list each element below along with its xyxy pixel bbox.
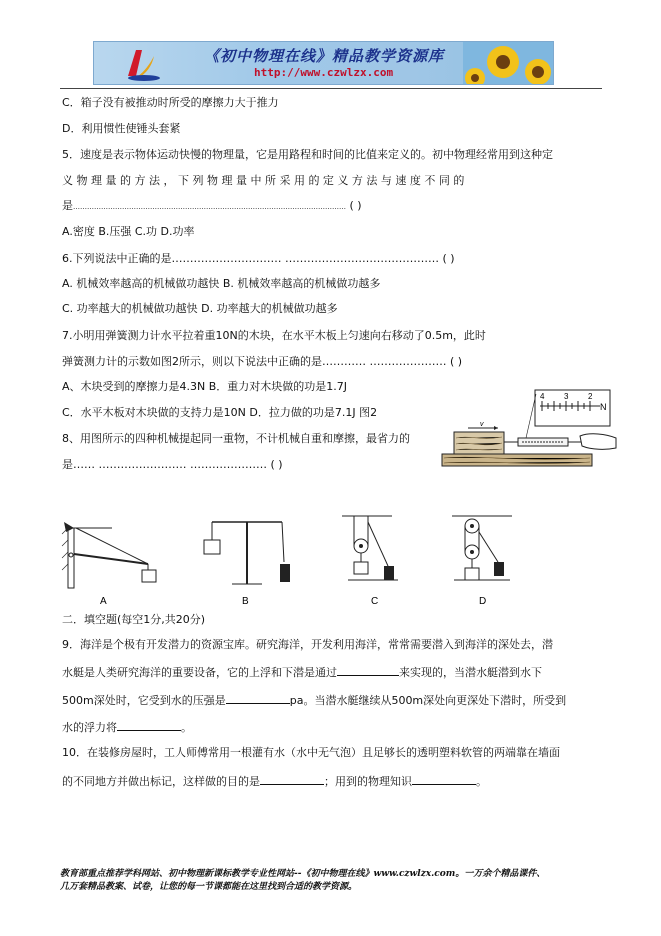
wooden-block [454,432,504,454]
q9-text-d: pa。当潜水艇继续从500m深处向更深处下潜时，所受到 [289,694,567,707]
scale-number-4: 4 [540,392,545,401]
question-5-line2: 义 物 理 量 的 方 法 ， 下 列 物 理 量 中 所 采 用 的 定 义 方 法 与 速 度 不 同 的 [62,174,465,187]
mechanism-label-c: C [371,596,379,607]
question-8-line2: 是…… …………………… ………………… ( ) [62,458,283,471]
question-6-options-ab: A. 机械效率越高的机械做功越快 B. 机械效率越高的机械做功越多 [62,277,381,290]
question-5-line3 [62,199,362,214]
sunflower-image [463,42,553,85]
q9-blank-1[interactable] [337,664,399,676]
option-d-q4: D．利用惯性使锤头套紧 [62,122,181,135]
question-10-line2 [62,773,487,789]
question-9-line2 [62,664,542,680]
mechanism-c [342,516,398,607]
header-banner [93,41,554,85]
site-logo [114,42,174,85]
q9-blank-2[interactable] [226,692,290,704]
question-9-line4 [62,719,192,735]
q9-text-b: 来实现的，当潜水艇潜到水下 [399,666,542,679]
q9-text-f: 。 [181,721,192,734]
mechanisms-figure [52,512,522,607]
question-5-line1: 5．速度是表示物体运动快慢的物理量，它是用路程和时间的比值来定义的。初中物理经常用到这种定 [62,148,553,161]
mechanism-a [62,522,156,607]
q5-answer-paren: ( ) [349,199,362,212]
section-2-heading: 二．填空题(每空1分,共20分) [62,613,206,626]
question-7-options-cd: C．水平木板对木块做的支持力是10N D．拉力做的功是7.1J 图2 [62,406,378,419]
question-5-options: A.密度 B.压强 C.功 D.功率 [62,225,195,238]
question-7-line2: 弹簧测力计的示数如图2所示，则以下说法中正确的是………… ………………… ( ) [62,355,463,368]
mechanism-d [452,516,512,607]
scale-number-2: 2 [588,392,593,401]
question-9-line1: 9．海洋是个极有开发潜力的资源宝库。研究海洋，开发利用海洋，常常需要潜入到海洋的深处去，潜 [62,638,553,651]
q9-text-c: 500m深处时，它受到水的压强是 [62,694,226,707]
footer-line-1: 教育部重点推荐学科网站、初中物理新课标教学专业性网站--《初中物理在线》www.czwlzx.com。一万余个精品课件、 [60,869,546,879]
figure-2-spring-scale [440,388,620,468]
velocity-label: v [480,421,484,428]
mechanism-b [204,522,290,607]
hand-icon [580,434,616,449]
q9-blank-3[interactable] [117,719,181,731]
q10-text-a: 的不同地方并做出标记，这样做的目的是 [62,775,260,788]
q10-text-c: 。 [476,775,487,788]
question-7-options-ab: A、木块受到的摩擦力是4.3N B．重力对木块做的功是1.7J [62,380,348,393]
q10-blank-1[interactable] [260,773,324,785]
scale-unit: N [600,402,607,412]
q9-text-e: 水的浮力将 [62,721,117,734]
q10-blank-2[interactable] [412,773,476,785]
scale-inset [535,390,610,426]
question-7-line1: 7.小明用弹簧测力计水平拉着重10N的木块，在水平木板上匀速向右移动了0.5m，此时 [62,329,486,342]
scale-number-3: 3 [564,392,569,401]
banner-url: http://www.czwlzx.com [254,66,394,79]
q5-dots: ……………………………………………………………………………………………………… [73,203,346,211]
banner-title: 《初中物理在线》精品教学资源库 [204,47,445,65]
option-c-q4: C．箱子没有被推动时所受的摩擦力大于推力 [62,96,279,109]
header-divider [60,88,602,89]
mechanism-label-a: A [100,596,107,607]
question-6-stem: 6.下列说法中正确的是………………………… …………………………………… ( ) [62,252,455,265]
q5-prefix: 是 [62,199,73,212]
mechanism-label-d: D [479,596,487,607]
wooden-board [442,454,592,466]
q10-text-b: ；用到的物理知识 [324,775,412,788]
question-10-line1: 10．在装修房屋时，工人师傅常用一根灌有水（水中无气泡）且足够长的透明塑料软管的两端靠在墙面 [62,746,560,759]
q9-text-a: 水艇是人类研究海洋的重要设备，它的上浮和下潜是通过 [62,666,337,679]
question-8-line1: 8、用图所示的四种机械提起同一重物，不计机械自重和摩擦，最省力的 [62,432,410,445]
question-9-line3 [62,692,566,708]
footer-line-2: 几万套精品教案、试卷，让您的每一节课都能在这里找到合适的教学资源。 [60,882,358,892]
mechanism-label-b: B [242,596,249,607]
question-6-options-cd: C. 功率越大的机械做功越快 D. 功率越大的机械做功越多 [62,302,338,315]
